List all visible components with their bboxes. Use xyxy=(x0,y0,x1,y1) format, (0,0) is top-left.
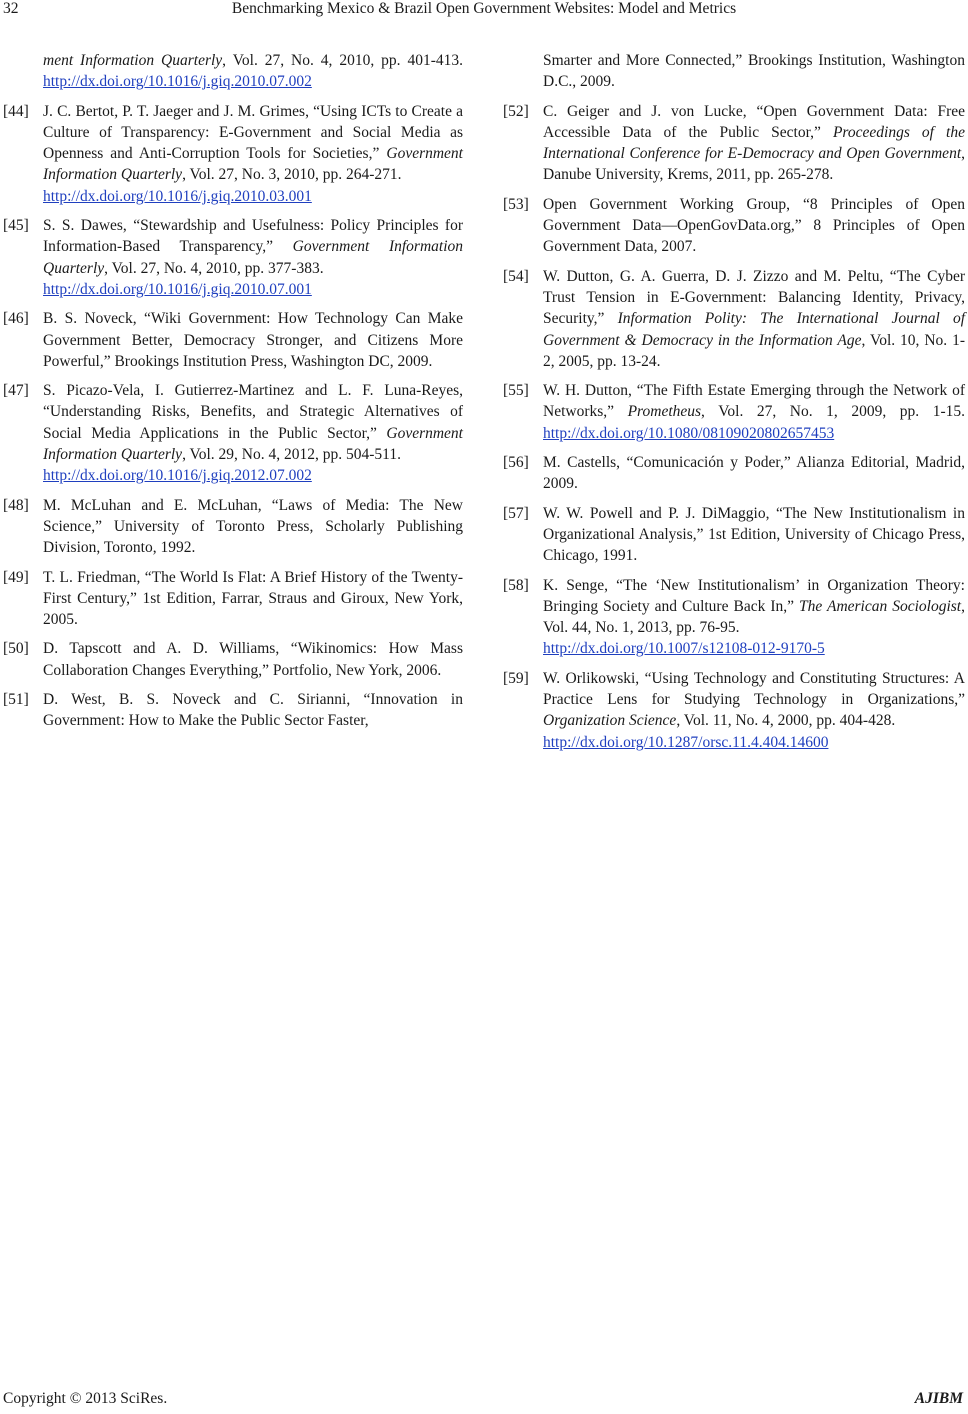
reference-text: W. Dutton, G. A. Guerra, D. J. Zizzo and M. Peltu, “The Cyber Trust Tension in E-Government: Balancing Identity, Privacy, Security,” xyxy=(543,267,965,328)
reference-details: , Vol. 29, No. 4, 2012, pp. 504-511. xyxy=(182,446,401,464)
reference-text: J. C. Bertot, P. T. Jaeger and J. M. Grimes, “Using ICTs to Create a Culture of Transparency: E-Government and Social Media as Openness and Anti-Corruption Tools for Societies,” xyxy=(43,102,463,163)
reference-details: , Vol. 10, No. 1-2, 2005, pp. 13-24. xyxy=(543,331,966,370)
reference-entry xyxy=(503,575,965,660)
running-title: Benchmarking Mexico & Brazil Open Government Websites: Model and Metrics xyxy=(231,0,737,17)
reference-body xyxy=(543,194,965,258)
reference-body xyxy=(543,380,965,444)
reference-details: , Danube University, Krems, 2011, pp. 265-278. xyxy=(543,145,965,184)
reference-entry xyxy=(503,101,965,186)
reference-number: [53] xyxy=(503,195,529,213)
reference-number: [47] xyxy=(3,382,29,400)
publication-title: Government Information Quarterly xyxy=(43,145,463,184)
doi-link[interactable]: http://dx.doi.org/10.1287/orsc.11.4.404.14600 xyxy=(543,733,829,751)
reference-entry xyxy=(3,638,463,681)
reference-entry xyxy=(3,495,463,559)
reference-body xyxy=(543,101,965,186)
reference-text: C. Geiger and J. von Lucke, “Open Government Data: Free Accessible Data of the Public Sector,” xyxy=(543,102,965,141)
reference-body xyxy=(43,308,463,372)
copyright-notice: Copyright © 2013 SciRes. xyxy=(3,1390,168,1407)
reference-text: Open Government Working Group, “8 Principles of Open Government Data—OpenGovData.org,” 8 Principles of Open Government Data, 2007. xyxy=(543,195,965,256)
reference-number: [46] xyxy=(3,310,29,328)
reference-entry xyxy=(503,266,965,372)
reference-entry xyxy=(3,215,463,300)
reference-entry xyxy=(3,567,463,631)
reference-number: [45] xyxy=(3,217,29,235)
publication-title: The American Sociologist xyxy=(799,597,962,615)
reference-number: [48] xyxy=(3,496,29,514)
publication-title: Information Polity: The International Journal of Government & Democracy in the Information Age xyxy=(543,310,965,349)
right-column xyxy=(503,50,965,761)
reference-continuation xyxy=(503,50,965,93)
reference-text: M. McLuhan and E. McLuhan, “Laws of Media: The New Science,” University of Toronto Press, Scholarly Publishing Division, Toronto, 1992. xyxy=(43,496,463,557)
reference-number: [56] xyxy=(503,454,529,472)
reference-body xyxy=(543,668,965,753)
reference-number: [55] xyxy=(503,382,529,400)
journal-title: ment Information Quarterly xyxy=(43,52,223,69)
doi-link[interactable]: http://dx.doi.org/10.1007/s12108-012-9170-5 xyxy=(543,640,825,658)
reference-entry xyxy=(503,452,965,495)
reference-number: [57] xyxy=(503,504,529,522)
doi-link[interactable]: http://dx.doi.org/10.1016/j.giq.2010.07.001 xyxy=(43,280,312,298)
doi-link[interactable]: http://dx.doi.org/10.1016/j.giq.2012.07.002 xyxy=(43,467,312,485)
reference-text: W. W. Powell and P. J. DiMaggio, “The New Institutionalism in Organizational Analysis,” 1st Edition, University of Chicago Press, Chicago, 1991. xyxy=(543,504,965,565)
reference-entry xyxy=(503,503,965,567)
page-header xyxy=(0,0,968,24)
reference-text: K. Senge, “The ‘New Institutionalism’ in Organization Theory: Bringing Society and Culture Back In,” xyxy=(543,576,965,615)
reference-number: [49] xyxy=(3,568,29,586)
reference-number: [52] xyxy=(503,102,529,120)
reference-continuation xyxy=(3,50,463,93)
reference-text: D. West, B. S. Noveck and C. Sirianni, “Innovation in Government: How to Make the Public Sector Faster, xyxy=(43,691,463,730)
reference-body xyxy=(43,215,463,300)
reference-text: W. Orlikowski, “Using Technology and Constituting Structures: A Practice Lens for Studying Technology in Organizations,” xyxy=(543,669,965,709)
reference-entry xyxy=(503,668,965,753)
reference-number: [50] xyxy=(3,640,29,658)
page-footer xyxy=(0,1390,968,1410)
reference-number: [51] xyxy=(3,691,29,709)
reference-body xyxy=(43,567,463,631)
reference-body xyxy=(43,101,463,207)
publication-title: Proceedings of the International Conference for E-Democracy and Open Government xyxy=(543,123,965,163)
reference-body xyxy=(43,638,463,681)
reference-text: B. S. Noveck, “Wiki Government: How Technology Can Make Government Better, Democracy Stronger, and Citizens More Powerful,” Brookings Institution Press, Washington DC, 2009. xyxy=(43,310,463,370)
journal-abbrev: AJIBM xyxy=(914,1390,963,1407)
reference-body xyxy=(43,495,463,559)
reference-text: W. H. Dutton, “The Fifth Estate Emerging through the Network of Networks,” xyxy=(543,382,965,421)
reference-body xyxy=(43,689,463,732)
reference-number: [59] xyxy=(503,669,529,687)
reference-details: , Vol. 27, No. 4, 2010, pp. 377-383. xyxy=(104,259,324,277)
reference-body xyxy=(43,380,463,486)
doi-link[interactable]: http://dx.doi.org/10.1016/j.giq.2010.07.002 xyxy=(43,73,312,91)
reference-entry xyxy=(503,194,965,258)
reference-entry xyxy=(3,380,463,486)
doi-link[interactable]: http://dx.doi.org/10.1080/08109020802657453 xyxy=(543,424,835,442)
reference-text: M. Castells, “Comunicación y Poder,” Alianza Editorial, Madrid, 2009. xyxy=(543,454,965,493)
reference-entry xyxy=(3,308,463,372)
reference-body xyxy=(543,575,965,660)
reference-text: Smarter and More Connected,” Brookings Institution, Washington D.C., 2009. xyxy=(543,52,965,91)
reference-number: [58] xyxy=(503,576,529,594)
reference-entry xyxy=(503,380,965,444)
reference-number: [54] xyxy=(503,267,529,285)
reference-details: , Vol. 44, No. 1, 2013, pp. 76-95. xyxy=(543,597,965,637)
reference-text: D. Tapscott and A. D. Williams, “Wikinomics: How Mass Collaboration Changes Everything,” Portfolio, New York, 2006. xyxy=(43,640,463,679)
publication-title: Government Information Quarterly xyxy=(43,238,464,277)
publication-title: Organization Science xyxy=(543,712,677,730)
doi-link[interactable]: http://dx.doi.org/10.1016/j.giq.2010.03.001 xyxy=(43,187,312,205)
reference-body xyxy=(543,266,965,372)
reference-number: [44] xyxy=(3,102,29,120)
publication-title: Government Information Quarterly xyxy=(43,424,463,464)
publication-title: Prometheus xyxy=(627,403,702,421)
reference-details: , Vol. 27, No. 3, 2010, pp. 264-271. xyxy=(182,166,402,184)
reference-body xyxy=(543,452,965,495)
left-column xyxy=(3,50,463,740)
reference-entry xyxy=(3,101,463,207)
reference-text: , Vol. 27, No. 4, 2010, pp. 401-413. xyxy=(222,52,463,69)
reference-text: S. Picazo-Vela, I. Gutierrez-Martinez and L. F. Luna-Reyes, “Understanding Risks, Benefits, and Strategic Alternatives of Social Media Applications in the Public Sector,” xyxy=(43,382,463,442)
reference-body xyxy=(543,503,965,567)
reference-text: S. S. Dawes, “Stewardship and Usefulness: Policy Principles for Information-Based Transparency,” xyxy=(43,217,463,256)
page-number: 32 xyxy=(3,0,19,17)
reference-details: , Vol. 27, No. 1, 2009, pp. 1-15. xyxy=(701,403,965,421)
reference-entry xyxy=(3,689,463,732)
reference-details: , Vol. 11, No. 4, 2000, pp. 404-428. xyxy=(676,712,896,730)
reference-text: T. L. Friedman, “The World Is Flat: A Brief History of the Twenty-First Century,” 1st Edition, Farrar, Straus and Giroux, New York, 2005. xyxy=(43,568,463,629)
